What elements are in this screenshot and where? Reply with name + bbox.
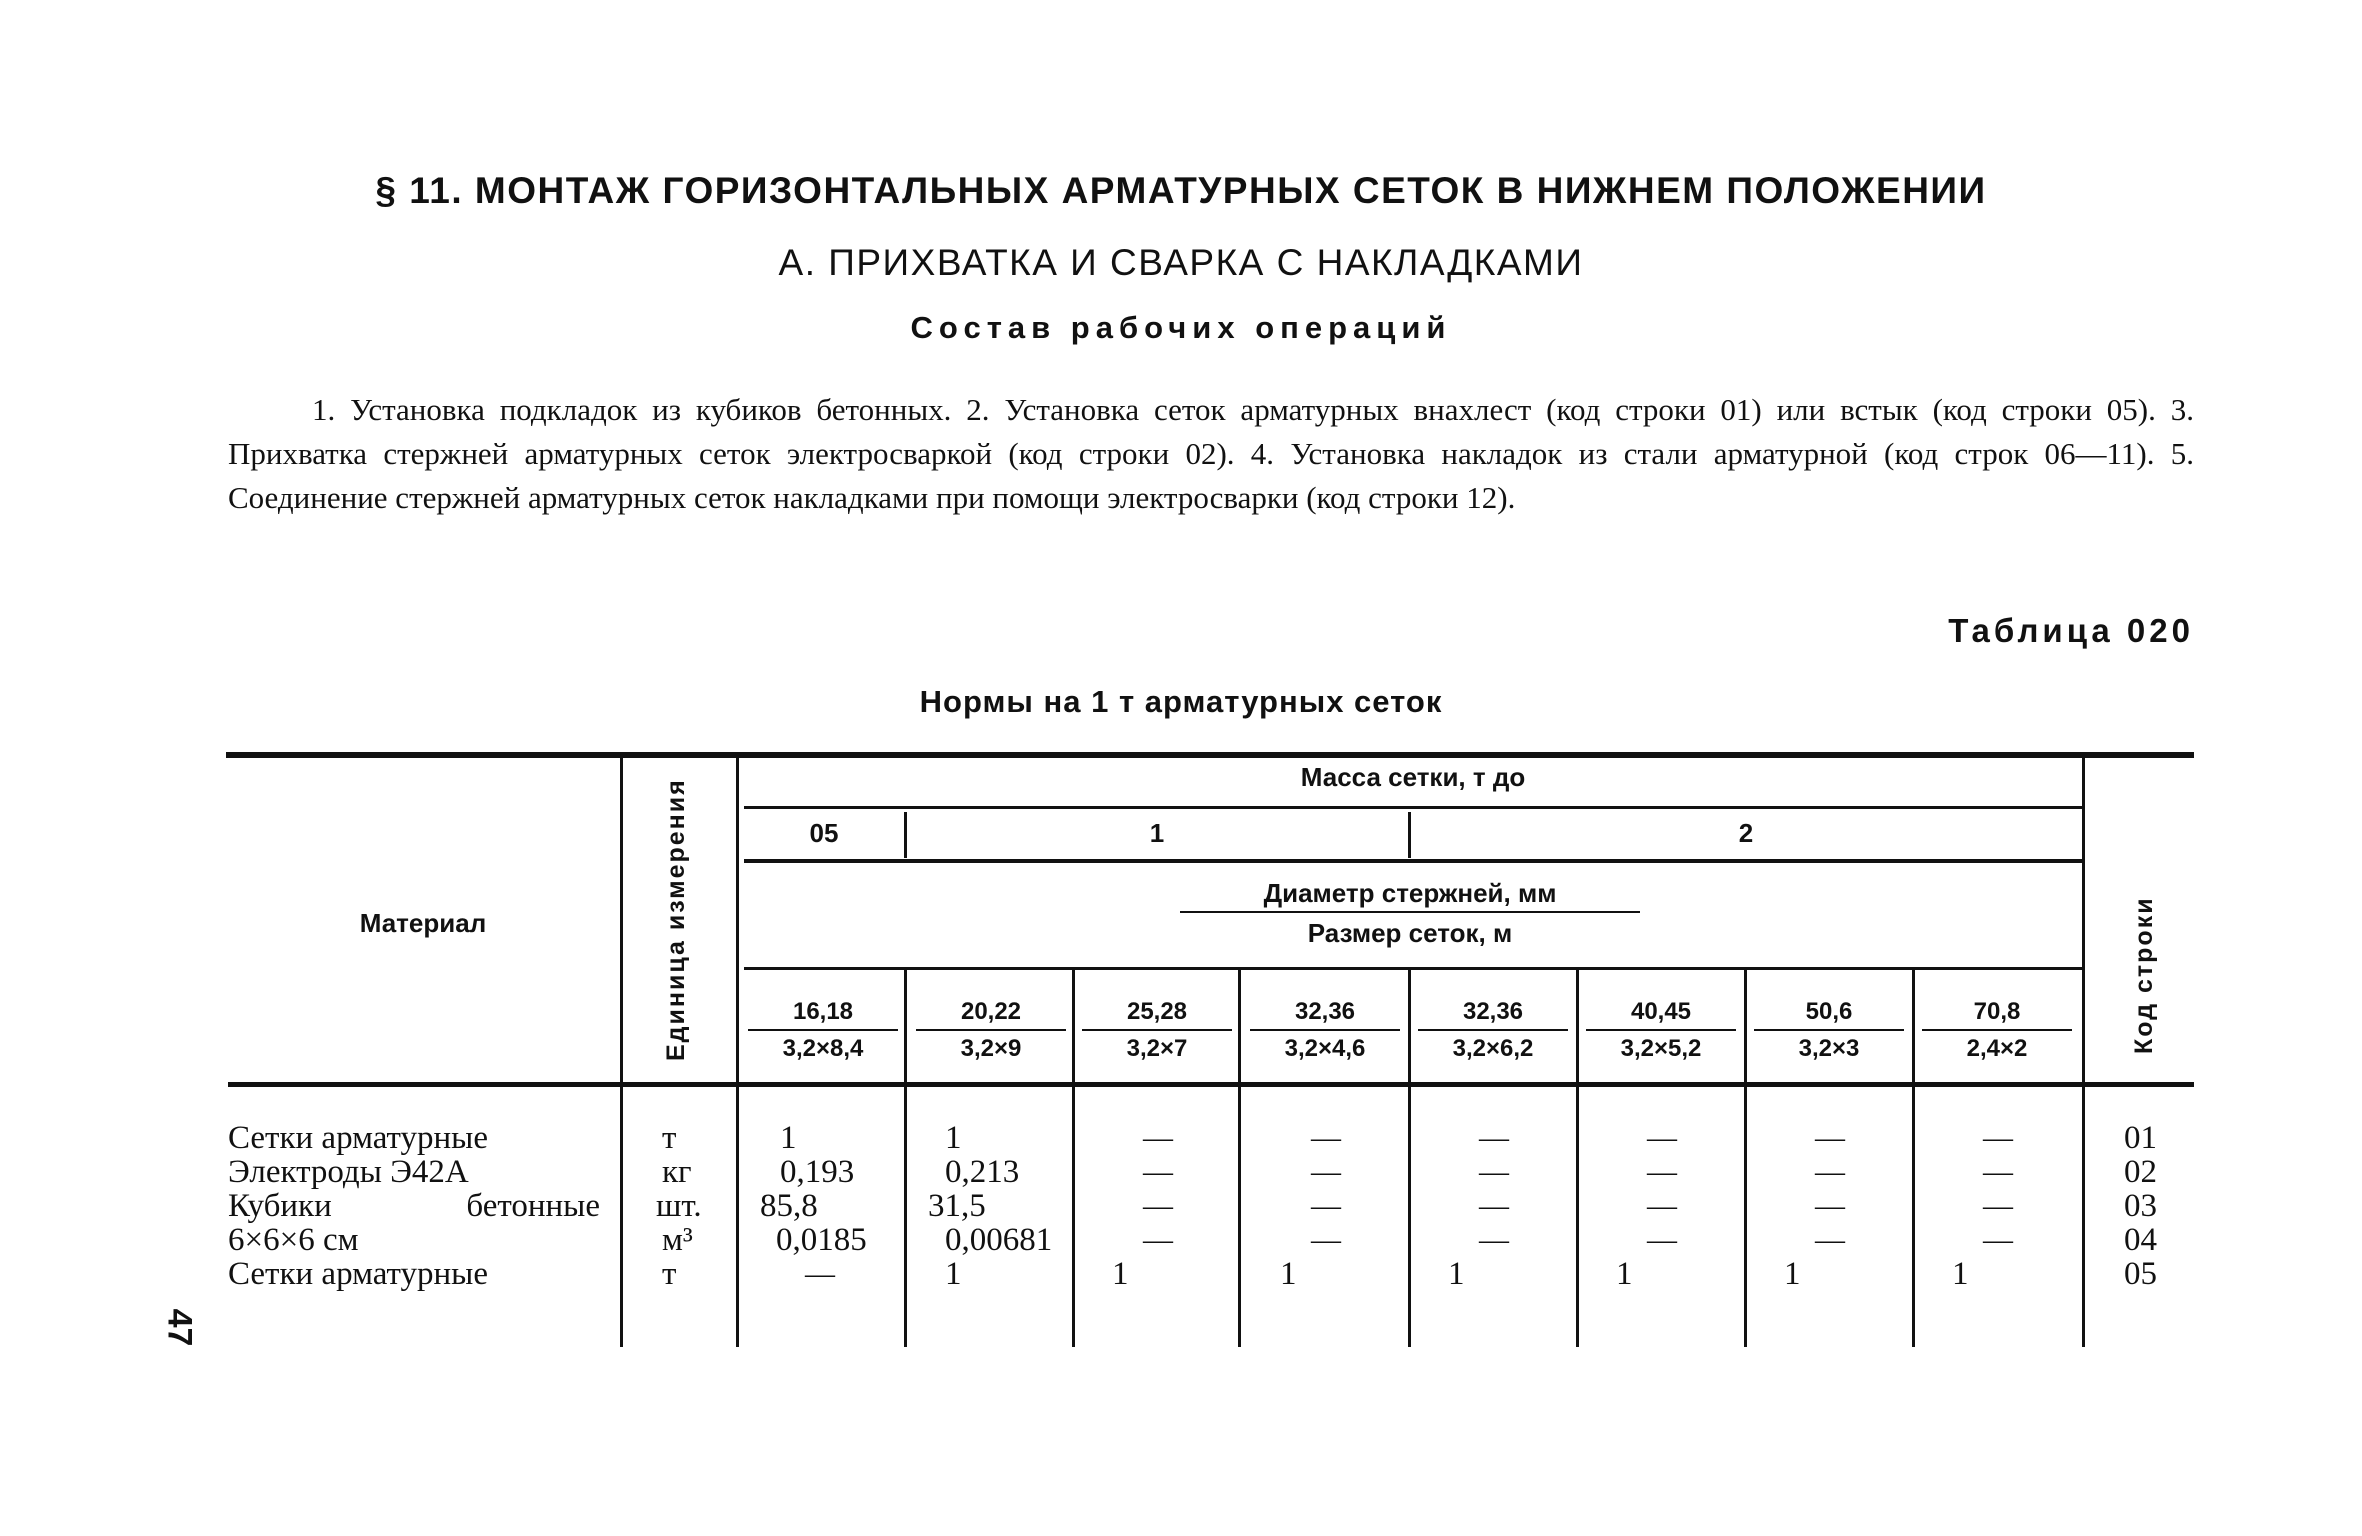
diameter-label: Диаметр стержней, мм [1263, 878, 1557, 908]
code-column-header: Код строки [2130, 896, 2158, 1054]
size-value: 3,2×8,4 [782, 1035, 864, 1062]
mass-group-1: 1 [1149, 818, 1165, 848]
column-rule [736, 755, 739, 1347]
row-2-value-3: — [1143, 1155, 1173, 1188]
subsection-heading: А. ПРИХВАТКА И СВАРКА С НАКЛАДКАМИ [778, 242, 1584, 283]
row-3-value-5: — [1479, 1189, 1509, 1222]
row-1-material: Сетки арматурные [228, 1120, 488, 1156]
row-4-code: 04 [2124, 1222, 2157, 1258]
row-2-value-1: 0,193 [780, 1154, 855, 1190]
size-value: 3,2×4,6 [1284, 1035, 1366, 1062]
row-4-unit: м³ [662, 1222, 693, 1258]
column-header-7 [1754, 998, 1904, 1063]
row-4-material: 6×6×6 см [228, 1222, 359, 1258]
diameter-value: 16,18 [748, 998, 898, 1031]
row-4-value-5: — [1479, 1223, 1509, 1256]
column-rule [1576, 970, 1579, 1347]
header-bottom-rule [228, 1082, 2194, 1087]
size-value: 3,2×9 [960, 1035, 1022, 1062]
row-1-value-8: — [1983, 1121, 2013, 1154]
diameter-value: 32,36 [1418, 998, 1568, 1031]
row-5-value-2: 1 [945, 1256, 962, 1292]
mass-header: Масса сетки, т до [1300, 762, 1526, 792]
column-header-1 [748, 998, 898, 1063]
material-column-header: Материал [359, 908, 487, 938]
size-value: 3,2×3 [1798, 1035, 1860, 1062]
row-1-value-7: — [1815, 1121, 1845, 1154]
page-number: 47 [160, 1308, 199, 1347]
row-1-code: 01 [2124, 1120, 2157, 1156]
column-rule [1744, 970, 1747, 1347]
size-label: Размер сеток, м [1307, 918, 1513, 948]
row-5-unit: т [662, 1256, 677, 1292]
row-3-value-7: — [1815, 1189, 1845, 1222]
row-5-value-5: 1 [1448, 1256, 1465, 1292]
section-heading: § 11. МОНТАЖ ГОРИЗОНТАЛЬНЫХ АРМАТУРНЫХ СЕТОК В НИЖНЕМ ПОЛОЖЕНИИ [375, 170, 1987, 211]
row-4-value-2: 0,00681 [945, 1222, 1053, 1258]
column-header-5 [1418, 998, 1568, 1063]
operations-title: Состав рабочих операций [910, 310, 1452, 345]
row-1-value-5: — [1479, 1121, 1509, 1154]
row-3-unit: шт. [656, 1188, 702, 1224]
size-value: 3,2×7 [1126, 1035, 1188, 1062]
row-2-value-4: — [1311, 1155, 1341, 1188]
row-5-material: Сетки арматурные [228, 1256, 488, 1292]
row-5-value-8: 1 [1952, 1256, 1969, 1292]
row-2-value-8: — [1983, 1155, 2013, 1188]
row-2-value-7: — [1815, 1155, 1845, 1188]
row-3-material: Кубики бетонные [228, 1188, 600, 1224]
row-1-value-2: 1 [945, 1120, 962, 1156]
row-3-code: 03 [2124, 1188, 2157, 1224]
row-3-value-1: 85,8 [760, 1188, 818, 1224]
row-3-value-6: — [1647, 1189, 1677, 1222]
column-rule [1072, 970, 1075, 1347]
column-header-4 [1250, 998, 1400, 1063]
row-2-material: Электроды Э42А [228, 1154, 469, 1190]
row-2-code: 02 [2124, 1154, 2157, 1190]
column-header-2 [916, 998, 1066, 1063]
size-value: 2,4×2 [1966, 1035, 2028, 1062]
row-5-value-1: — [805, 1257, 835, 1290]
unit-column-header: Единица измерения [662, 778, 690, 1062]
row-2-value-5: — [1479, 1155, 1509, 1188]
diameter-value: 40,45 [1586, 998, 1736, 1031]
row-4-value-7: — [1815, 1223, 1845, 1256]
row-4-value-4: — [1311, 1223, 1341, 1256]
row-4-value-6: — [1647, 1223, 1677, 1256]
row-4-value-1: 0,0185 [776, 1222, 867, 1258]
diameter-value: 25,28 [1082, 998, 1232, 1031]
row-3-value-3: — [1143, 1189, 1173, 1222]
diameter-value: 32,36 [1250, 998, 1400, 1031]
diameter-value: 70,8 [1922, 998, 2072, 1031]
row-3-value-8: — [1983, 1189, 2013, 1222]
mass-group-05: 05 [809, 818, 839, 848]
diameter-size-divider [1180, 911, 1640, 913]
row-2-value-2: 0,213 [945, 1154, 1020, 1190]
row-1-value-1: 1 [780, 1120, 797, 1156]
row-5-value-3: 1 [1112, 1256, 1129, 1292]
column-header-3 [1082, 998, 1232, 1063]
row-1-value-4: — [1311, 1121, 1341, 1154]
column-rule [2082, 755, 2085, 1347]
table-label: Таблица 020 [1948, 612, 2194, 649]
column-rule [1408, 970, 1411, 1347]
row-1-unit: т [662, 1120, 677, 1156]
table-top-rule [226, 752, 2194, 758]
row-5-value-7: 1 [1784, 1256, 1801, 1292]
mass-group-rule [744, 859, 2082, 863]
row-2-unit: кг [662, 1154, 692, 1190]
operations-paragraph: 1. Установка подкладок из кубиков бетонных. 2. Установка сеток арматурных внахлест (код строки 01) или встык (код строки 05). 3. Прихватка стержней арматурных сеток электросваркой (код строки 02). 4. Установка накладок из стали арматурной (код строк 06—11). 5. Соединение стержней арматурных сеток накладками при помощи электросварки (код строки 12). [228, 392, 2194, 515]
mass-group-2: 2 [1738, 818, 1754, 848]
row-5-value-6: 1 [1616, 1256, 1633, 1292]
row-1-value-6: — [1647, 1121, 1677, 1154]
table-title: Нормы на 1 т арматурных сеток [919, 684, 1443, 719]
diameter-value: 20,22 [916, 998, 1066, 1031]
mass-header-rule [744, 806, 2082, 809]
size-value: 3,2×6,2 [1452, 1035, 1534, 1062]
column-header-8 [1922, 998, 2072, 1063]
column-rule [904, 970, 907, 1347]
column-rule [1912, 970, 1915, 1347]
column-header-6 [1586, 998, 1736, 1063]
row-1-value-3: — [1143, 1121, 1173, 1154]
row-3-value-4: — [1311, 1189, 1341, 1222]
size-value: 3,2×5,2 [1620, 1035, 1702, 1062]
row-4-value-8: — [1983, 1223, 2013, 1256]
row-5-code: 05 [2124, 1256, 2157, 1292]
column-rule [1238, 970, 1241, 1347]
row-3-value-2: 31,5 [928, 1188, 986, 1224]
column-rule [620, 755, 623, 1347]
diameter-header-rule [744, 967, 2082, 970]
row-4-value-3: — [1143, 1223, 1173, 1256]
row-2-value-6: — [1647, 1155, 1677, 1188]
diameter-value: 50,6 [1754, 998, 1904, 1031]
row-5-value-4: 1 [1280, 1256, 1297, 1292]
